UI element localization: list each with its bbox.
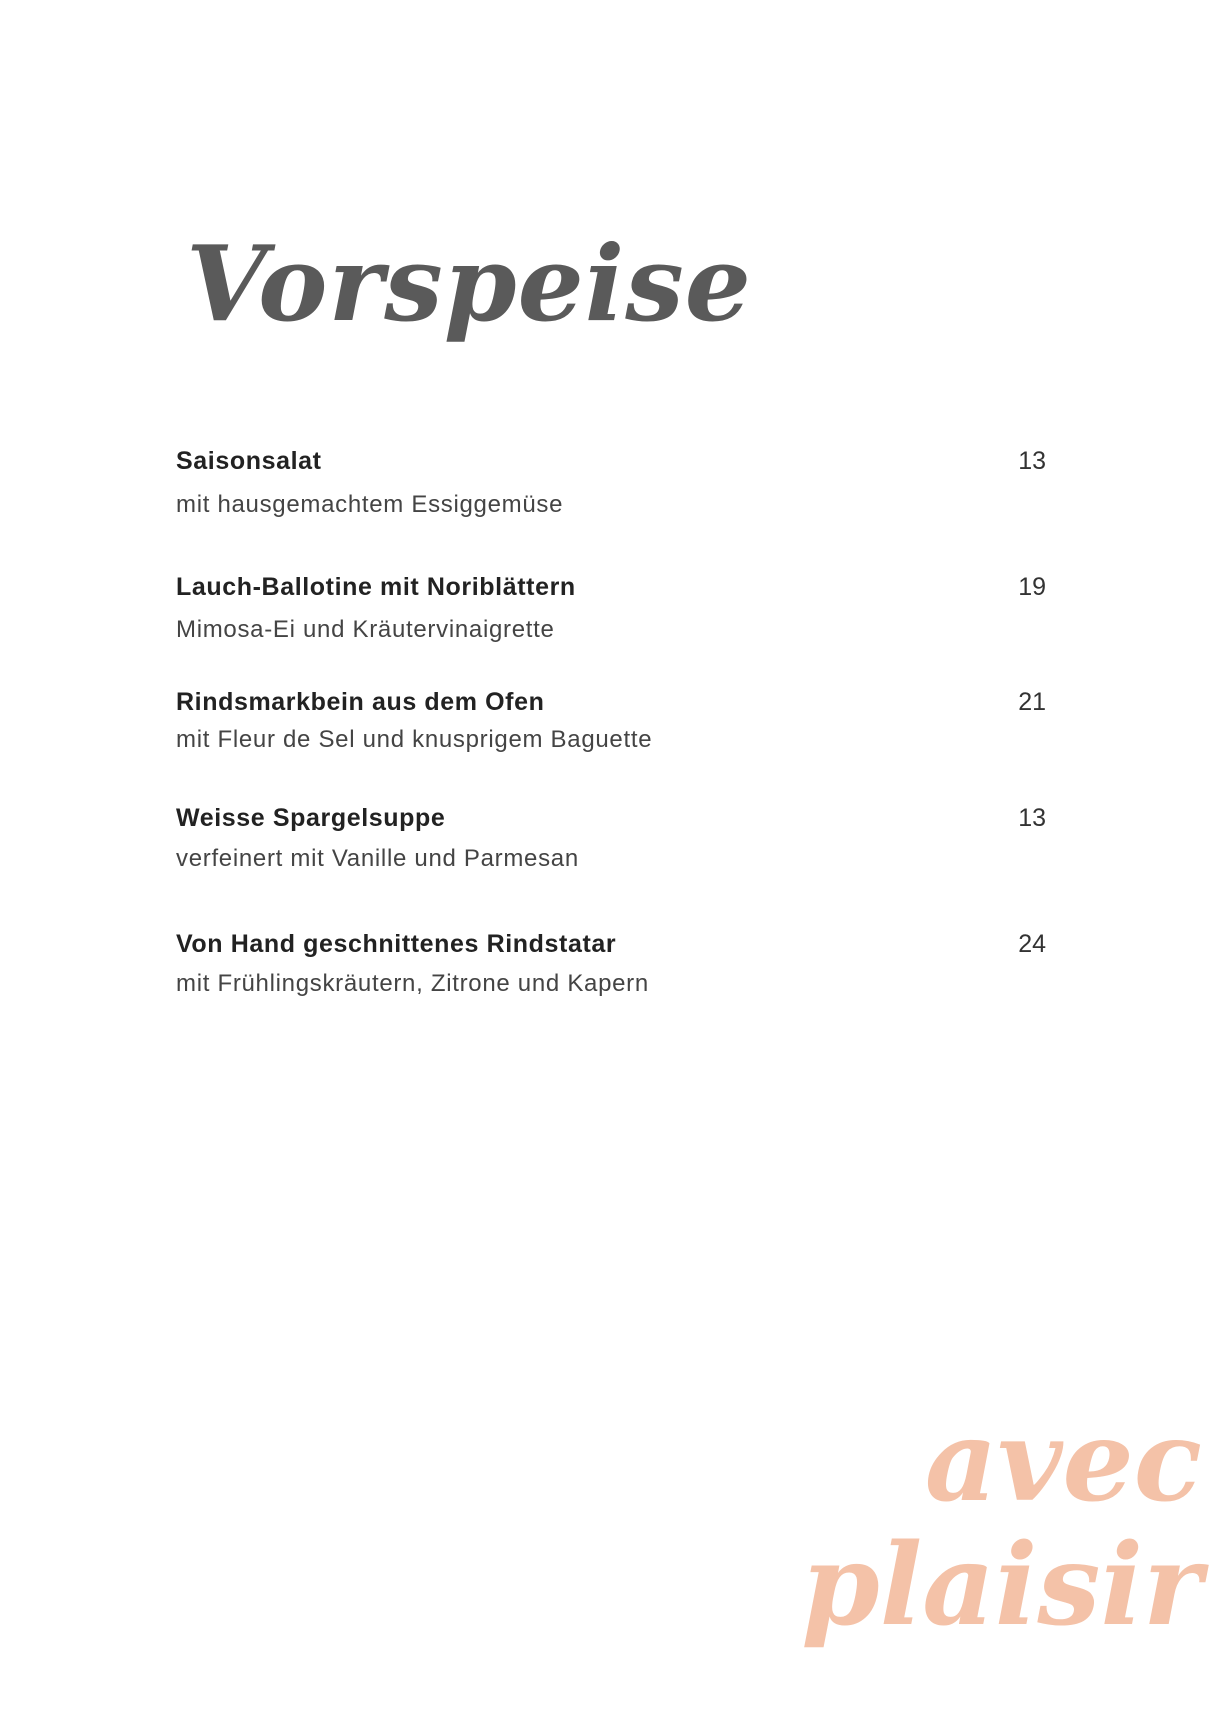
menu-item-description: mit hausgemachtem Essiggemüse	[176, 491, 564, 518]
menu-item-name: Lauch-Ballotine mit Noriblättern	[176, 573, 576, 601]
slogan-line-1: avec	[924, 1396, 1202, 1527]
slogan	[801, 1396, 1202, 1651]
menu-item-description: mit Fleur de Sel und knusprigem Baguette	[176, 726, 653, 753]
menu-item-price: 19	[1018, 573, 1046, 601]
slogan-line-2: plaisir	[801, 1520, 1202, 1651]
menu-item-name: Weisse Spargelsuppe	[176, 804, 446, 832]
menu-item-name: Von Hand geschnittenes Rindstatar	[176, 930, 617, 958]
menu-item-description: mit Frühlingskräutern, Zitrone und Kapern	[176, 970, 649, 997]
menu-item-price: 13	[1018, 804, 1046, 832]
menu-item-price: 24	[1018, 930, 1046, 958]
menu-item-name: Saisonsalat	[176, 447, 322, 475]
menu-item-name: Rindsmarkbein aus dem Ofen	[176, 688, 545, 716]
menu-item-description: Mimosa-Ei und Kräutervinaigrette	[176, 616, 555, 643]
menu-item-description: verfeinert mit Vanille und Parmesan	[176, 845, 579, 872]
menu-item-price: 13	[1018, 447, 1046, 475]
section-title: Vorspeise	[186, 222, 752, 345]
menu-item-price: 21	[1018, 688, 1046, 716]
